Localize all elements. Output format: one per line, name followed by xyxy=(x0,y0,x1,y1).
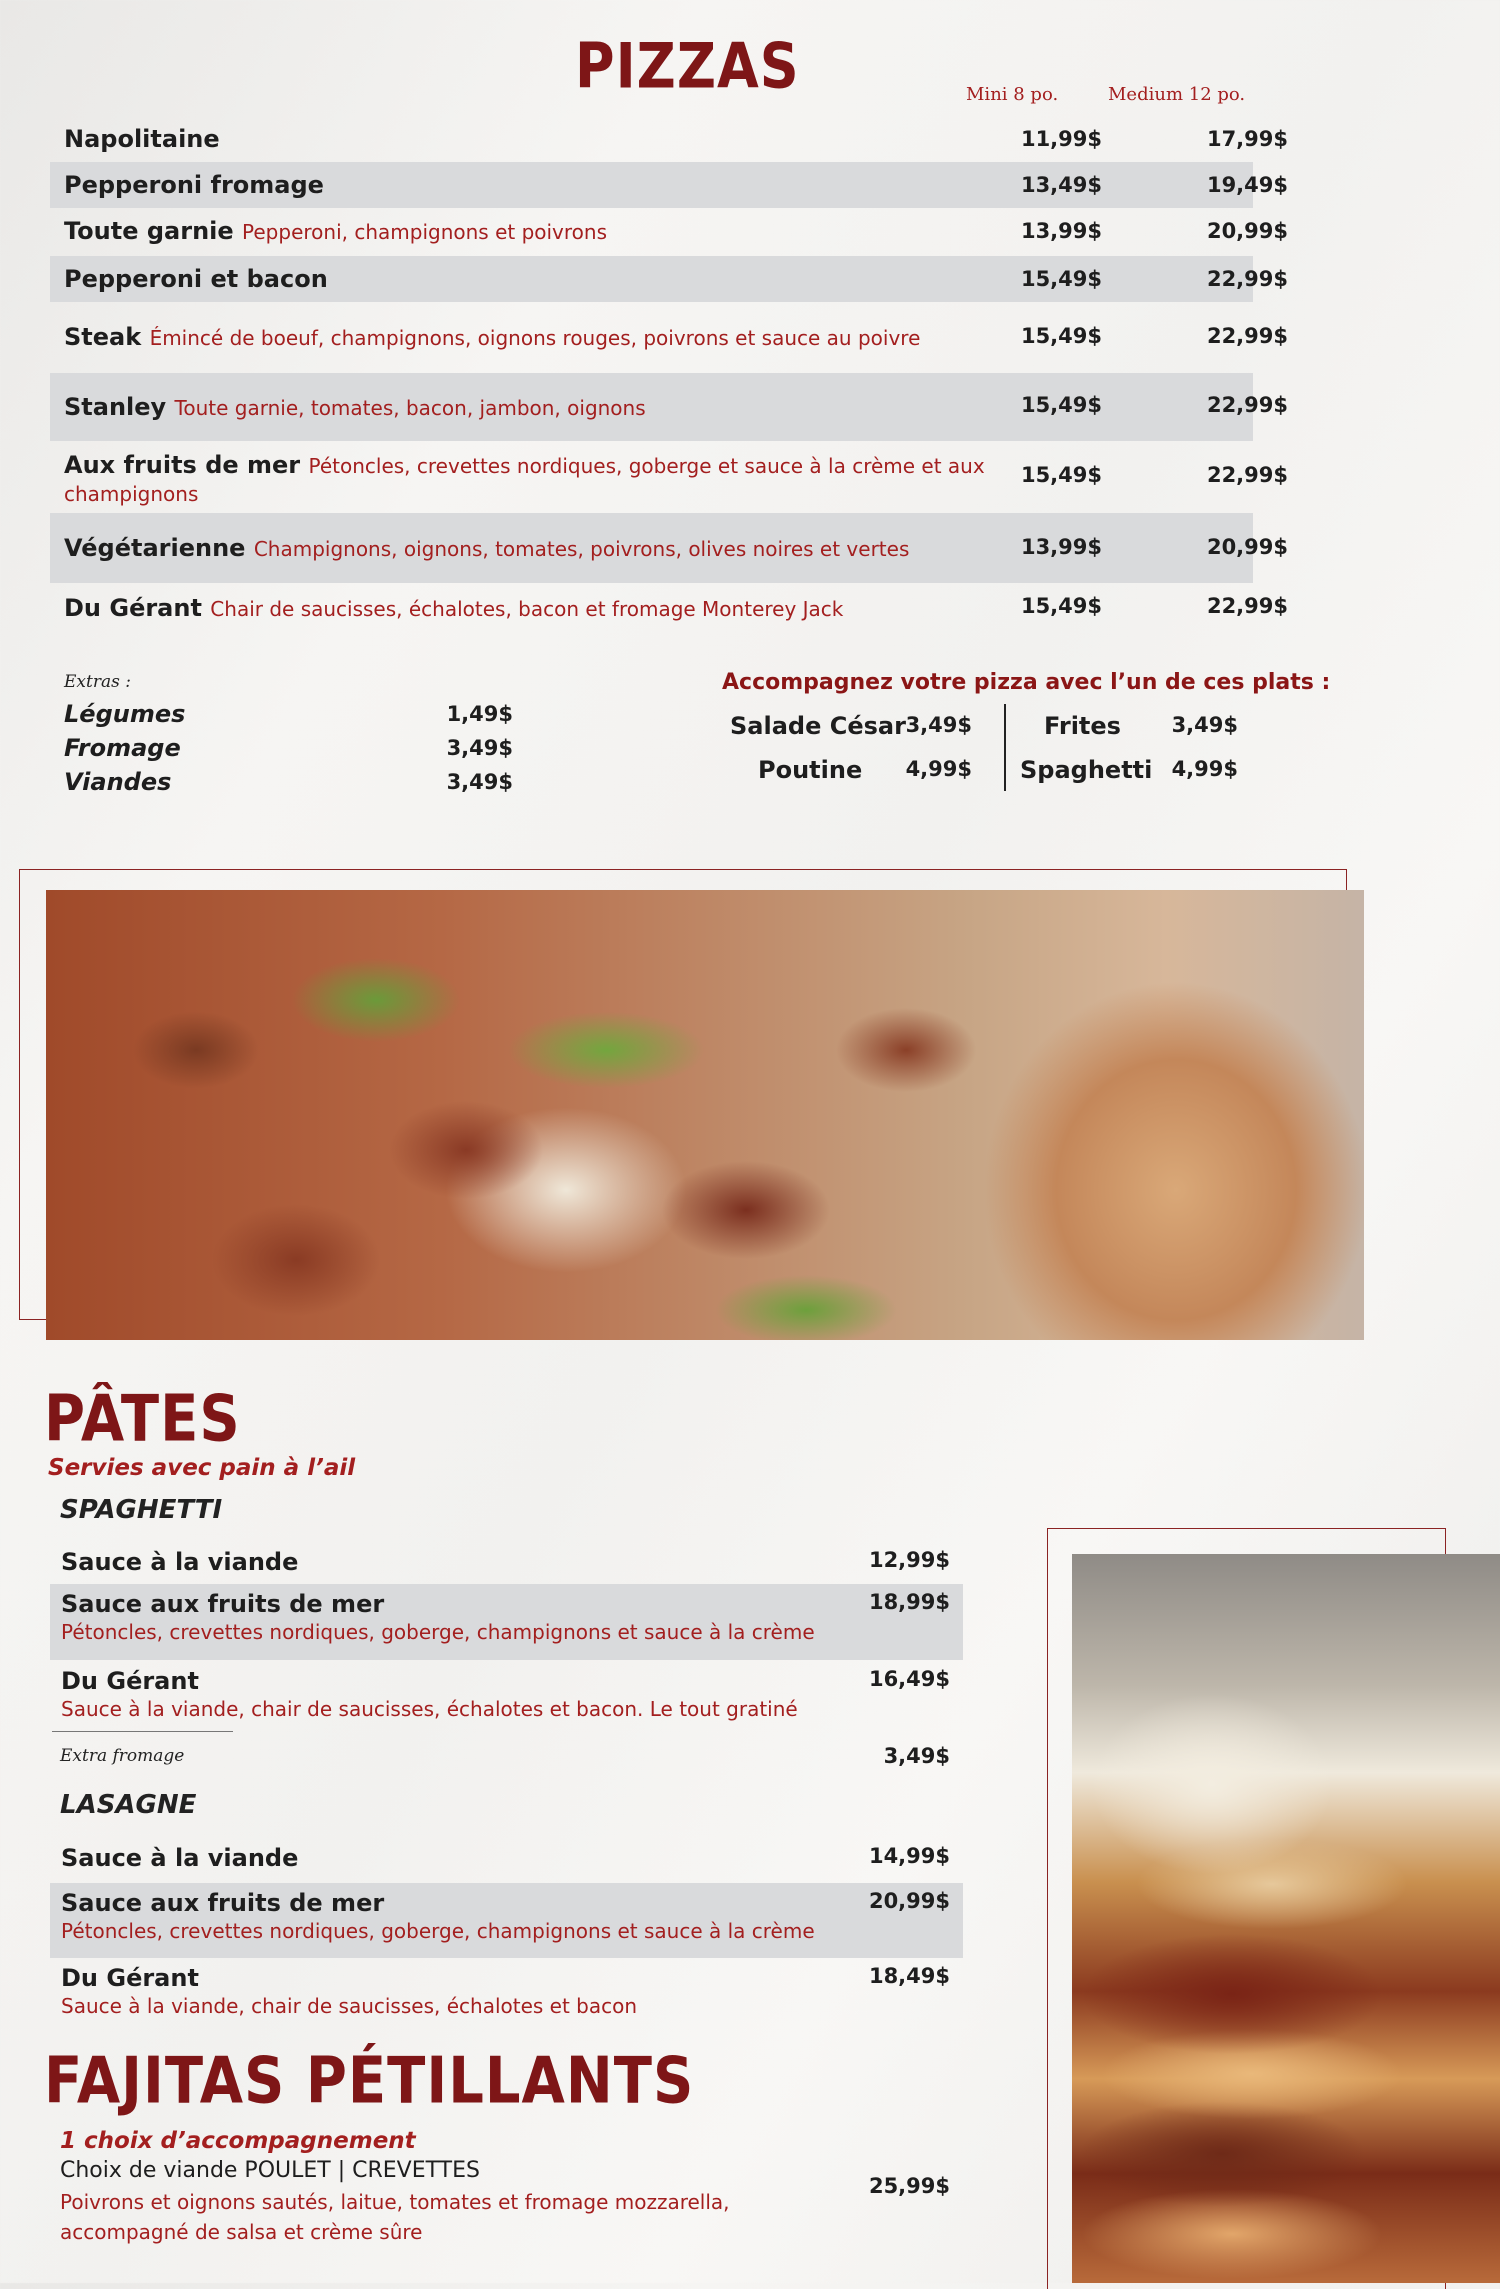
fajitas-price: 25,99$ xyxy=(868,2174,950,2198)
extra-cheese-label: Extra fromage xyxy=(60,1746,185,1766)
extra-legumes-price: 1,49$ xyxy=(446,702,513,726)
price-medium: 17,99$ xyxy=(1206,127,1288,151)
pizza-description: Toute garnie, tomates, bacon, jambon, oignons xyxy=(174,396,646,420)
pizza-name: Aux fruits de mer xyxy=(64,451,301,479)
extra-viandes-price: 3,49$ xyxy=(446,770,513,794)
dish-name: Sauce à la viande xyxy=(61,1548,299,1576)
pizza-name: Napolitaine xyxy=(64,125,220,153)
pizza-name: Steak xyxy=(64,323,142,351)
price-medium: 19,49$ xyxy=(1206,173,1288,197)
price-mini: 15,49$ xyxy=(1020,267,1102,291)
side-frites: Frites xyxy=(1044,712,1121,740)
pates-title: PÂTES xyxy=(44,1382,241,1457)
lasagne-title: LASAGNE xyxy=(60,1790,197,1820)
price-mini: 15,49$ xyxy=(1020,463,1102,487)
extra-divider xyxy=(52,1731,233,1732)
pizza-description: Chair de saucisses, échalotes, bacon et fromage Monterey Jack xyxy=(210,597,844,621)
pizza-row-pepperoni-bacon xyxy=(50,256,1288,302)
price-medium: 22,99$ xyxy=(1206,267,1288,291)
price-mini: 13,99$ xyxy=(1020,219,1102,243)
spaghetti-row-viande xyxy=(50,1538,963,1584)
dish-description: Pétoncles, crevettes nordiques, goberge, champignons et sauce à la crème xyxy=(61,1919,815,1943)
pizza-row-vegetarienne xyxy=(50,513,1288,583)
dish-description: Sauce à la viande, chair de saucisses, échalotes et bacon xyxy=(61,1994,638,2018)
price-medium: 22,99$ xyxy=(1206,463,1288,487)
dish-price: 14,99$ xyxy=(868,1844,950,1868)
price-mini: 15,49$ xyxy=(1020,594,1102,618)
extra-legumes: Légumes xyxy=(64,700,186,728)
lasagne-photo xyxy=(1072,1554,1500,2283)
dish-price: 18,49$ xyxy=(868,1964,950,1988)
dish-description: Pétoncles, crevettes nordiques, goberge, champignons et sauce à la crème xyxy=(61,1620,815,1644)
price-mini: 13,99$ xyxy=(1020,535,1102,559)
dish-name: Sauce à la viande xyxy=(61,1844,299,1872)
price-medium: 22,99$ xyxy=(1206,594,1288,618)
price-mini: 13,49$ xyxy=(1020,173,1102,197)
extra-fromage: Fromage xyxy=(64,734,181,762)
side-salade-cesar: Salade César xyxy=(730,712,906,740)
price-medium: 22,99$ xyxy=(1206,324,1288,348)
pizza-row-napolitaine xyxy=(50,116,1288,162)
pizzas-title: PIZZAS xyxy=(575,30,800,103)
fajitas-meat-choice: Choix de viande POULET | CREVETTES xyxy=(60,2158,480,2183)
pizza-photo xyxy=(46,890,1364,1340)
spaghetti-row-fruits-de-mer xyxy=(50,1584,963,1660)
sides-title: Accompagnez votre pizza avec l’un de ces plats : xyxy=(722,670,1331,695)
pizza-name: Stanley xyxy=(64,393,167,421)
pizza-name: Pepperoni et bacon xyxy=(64,265,328,293)
lasagne-row-du-gerant xyxy=(50,1958,963,2028)
dish-name: Sauce aux fruits de mer xyxy=(61,1889,385,1917)
pizza-row-stanley xyxy=(50,373,1288,441)
fajitas-title: FAJITAS PÉTILLANTS xyxy=(44,2044,695,2119)
pizza-name: Du Gérant xyxy=(64,594,202,622)
extra-cheese-price: 3,49$ xyxy=(883,1744,950,1768)
side-salade-cesar-price: 3,49$ xyxy=(905,713,972,737)
spaghetti-row-du-gerant xyxy=(50,1661,963,1731)
price-medium: 22,99$ xyxy=(1206,393,1288,417)
dish-description: Sauce à la viande, chair de saucisses, échalotes et bacon. Le tout gratiné xyxy=(61,1697,798,1721)
dish-name: Sauce aux fruits de mer xyxy=(61,1590,385,1618)
side-frites-price: 3,49$ xyxy=(1171,713,1238,737)
column-header-medium: Medium 12 po. xyxy=(1108,84,1246,105)
dish-price: 12,99$ xyxy=(868,1548,950,1572)
column-header-mini: Mini 8 po. xyxy=(966,84,1059,105)
side-spaghetti-price: 4,99$ xyxy=(1171,757,1238,781)
dish-price: 20,99$ xyxy=(868,1889,950,1913)
price-mini: 11,99$ xyxy=(1020,127,1102,151)
dish-name: Du Gérant xyxy=(61,1667,199,1695)
dish-price: 16,49$ xyxy=(868,1667,950,1691)
pizza-name: Pepperoni fromage xyxy=(64,171,324,199)
pizza-description: Champignons, oignons, tomates, poivrons, olives noires et vertes xyxy=(253,537,910,561)
dish-price: 18,99$ xyxy=(868,1590,950,1614)
pizza-name: Toute garnie xyxy=(64,217,234,245)
pizza-row-du-gerant xyxy=(50,584,1288,630)
price-mini: 15,49$ xyxy=(1020,393,1102,417)
price-medium: 20,99$ xyxy=(1206,535,1288,559)
extra-viandes: Viandes xyxy=(64,768,172,796)
spaghetti-title: SPAGHETTI xyxy=(60,1495,223,1525)
fajitas-description-2: accompagné de salsa et crème sûre xyxy=(60,2220,423,2244)
extras-label: Extras : xyxy=(64,672,131,692)
pizza-row-pepperoni-fromage xyxy=(50,162,1288,208)
pizza-name: Végétarienne xyxy=(64,534,246,562)
extra-fromage-price: 3,49$ xyxy=(446,736,513,760)
price-medium: 20,99$ xyxy=(1206,219,1288,243)
pizza-description: Émincé de boeuf, champignons, oignons rouges, poivrons et sauce au poivre xyxy=(149,326,921,350)
side-poutine: Poutine xyxy=(758,756,863,784)
pizza-row-steak xyxy=(50,302,1288,372)
sides-divider xyxy=(1004,704,1006,791)
fajitas-subtitle: 1 choix d’accompagnement xyxy=(60,2128,416,2154)
lasagne-row-viande xyxy=(50,1836,963,1882)
fajitas-description-1: Poivrons et oignons sautés, laitue, tomates et fromage mozzarella, xyxy=(60,2190,730,2214)
pates-subtitle: Servies avec pain à l’ail xyxy=(48,1455,356,1481)
pizza-description: Pétoncles, crevettes nordiques, goberge et sauce à la crème et aux xyxy=(308,454,985,478)
pizza-description-cont: champignons xyxy=(64,482,199,506)
side-poutine-price: 4,99$ xyxy=(905,757,972,781)
side-spaghetti: Spaghetti xyxy=(1020,756,1153,784)
pizza-row-fruits-de-mer xyxy=(50,442,1288,512)
price-mini: 15,49$ xyxy=(1020,324,1102,348)
pizza-description: Pepperoni, champignons et poivrons xyxy=(242,220,608,244)
lasagne-row-fruits-de-mer xyxy=(50,1883,963,1958)
dish-name: Du Gérant xyxy=(61,1964,199,1992)
pizza-row-toute-garnie xyxy=(50,208,1288,254)
